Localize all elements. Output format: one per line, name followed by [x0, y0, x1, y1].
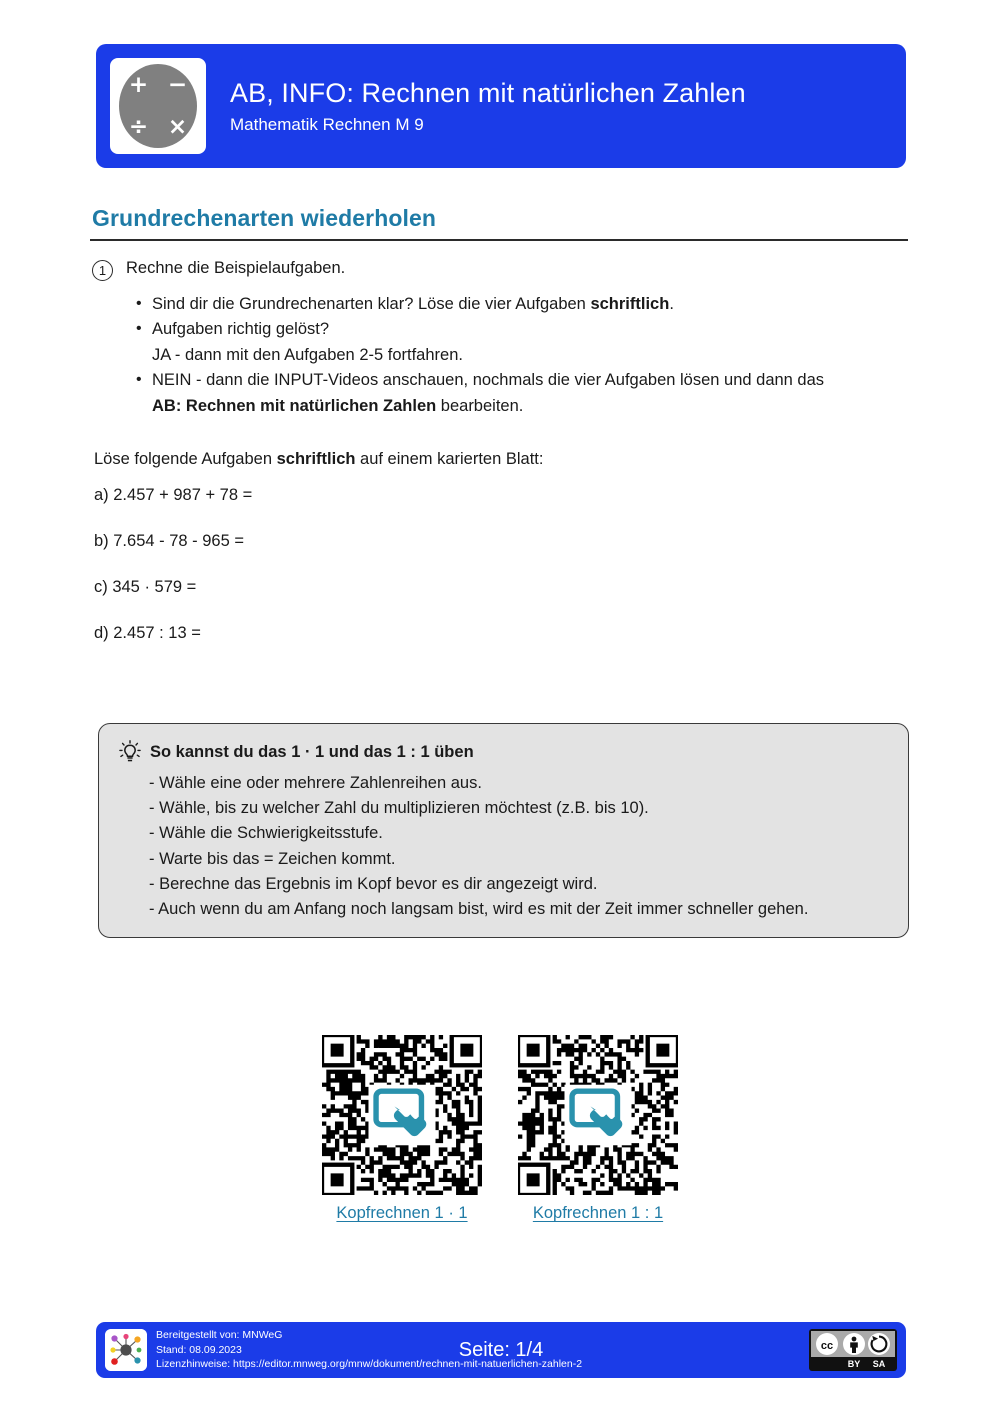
qr-code-image[interactable]: [322, 1035, 482, 1195]
footer-provider: Bereitgestellt von: MNWeG: [156, 1329, 283, 1342]
tip-title: So kannst du das 1 · 1 und das 1 : 1 üben: [150, 742, 474, 761]
footer-bar: [96, 1322, 906, 1378]
qr-code-block[interactable]: [518, 1035, 678, 1223]
task-bullet: • NEIN - dann die INPUT-Videos anschauen, nochmals die vier Aufgaben lösen und dann das: [134, 369, 914, 392]
tip-line: - Warte bis das = Zeichen kommt.: [149, 849, 396, 868]
header-banner: [96, 44, 906, 168]
footer-date: Stand: 08.09.2023: [156, 1343, 242, 1356]
task-number-badge: 1: [92, 260, 113, 281]
minus-icon: −: [167, 71, 188, 98]
exercise-item: a) 2.457 + 987 + 78 =: [94, 486, 253, 504]
cc-by-label: BY: [847, 1359, 861, 1369]
math-symbols-circle: [119, 64, 197, 148]
qr-code-link[interactable]: Kopfrechnen 1 · 1: [336, 1204, 468, 1222]
cc-license-badge[interactable]: [809, 1329, 897, 1371]
divide-icon: ÷: [128, 113, 149, 140]
tip-line: - Wähle, bis zu welcher Zahl du multiplizieren möchtest (z.B. bis 10).: [149, 799, 649, 818]
task-bullet: • Sind dir die Grundrechenarten klar? Löse die vier Aufgaben schriftlich.: [134, 293, 914, 316]
tip-lines: [119, 771, 888, 922]
document-title: AB, INFO: Rechnen mit natürlichen Zahlen: [230, 77, 746, 108]
exercise-item: b) 7.654 - 78 - 965 =: [94, 532, 244, 550]
tip-box: [98, 723, 909, 938]
lightbulb-icon: [119, 740, 141, 764]
footer-license-note: Lizenzhinweise: https://editor.mnweg.org/mnw/dokument/rechnen-mit-natuerlichen-zahlen-2: [156, 1358, 583, 1371]
heading-divider: [90, 239, 908, 241]
qr-code-block[interactable]: [322, 1035, 482, 1223]
plus-icon: +: [128, 71, 149, 98]
qr-code-image[interactable]: [518, 1035, 678, 1195]
qr-code-link[interactable]: Kopfrechnen 1 : 1: [532, 1204, 664, 1222]
task-bullet: JA - dann mit den Aufgaben 2-5 fortfahren.: [152, 345, 463, 364]
cc-sa-label: SA: [872, 1359, 886, 1369]
qr-code-area: [0, 1035, 1000, 1223]
task-row: [92, 258, 345, 281]
exercise-intro: Löse folgende Aufgaben schriftlich auf einem karierten Blatt:: [94, 450, 544, 468]
tip-line: - Auch wenn du am Anfang noch langsam bist, wird es mit der Zeit immer schneller gehen.: [149, 900, 809, 919]
multiply-icon: ×: [167, 113, 188, 140]
task-instruction: Rechne die Beispielaufgaben.: [126, 259, 346, 277]
task-bullet: • Aufgaben richtig gelöst?: [134, 318, 914, 341]
tip-line: - Berechne das Ergebnis im Kopf bevor es dir angezeigt wird.: [149, 874, 598, 893]
exercise-item: c) 345 · 579 =: [94, 578, 197, 596]
document-subtitle: Mathematik Rechnen M 9: [230, 114, 424, 134]
page-indicator: Seite: 1/4: [458, 1338, 544, 1361]
math-operations-icon: [110, 58, 206, 154]
tablet-hand-icon: [368, 1085, 435, 1146]
task-bullet-list: [134, 293, 914, 420]
mnweg-logo: [105, 1329, 147, 1371]
cc-glyph: cc: [820, 1340, 834, 1352]
tip-line: - Wähle die Schwierigkeitsstufe.: [149, 824, 383, 843]
footer-credits: [156, 1328, 676, 1371]
exercise-list: [94, 486, 794, 670]
task-bullet: AB: Rechnen mit natürlichen Zahlen bearbeiten.: [152, 396, 524, 415]
section-heading: Grundrechenarten wiederholen: [92, 205, 437, 231]
exercise-item: d) 2.457 : 13 =: [94, 624, 201, 642]
tip-header: [119, 740, 888, 764]
tip-line: - Wähle eine oder mehrere Zahlenreihen aus.: [149, 774, 482, 792]
header-text-group: [206, 78, 746, 135]
tablet-hand-icon: [564, 1085, 631, 1146]
